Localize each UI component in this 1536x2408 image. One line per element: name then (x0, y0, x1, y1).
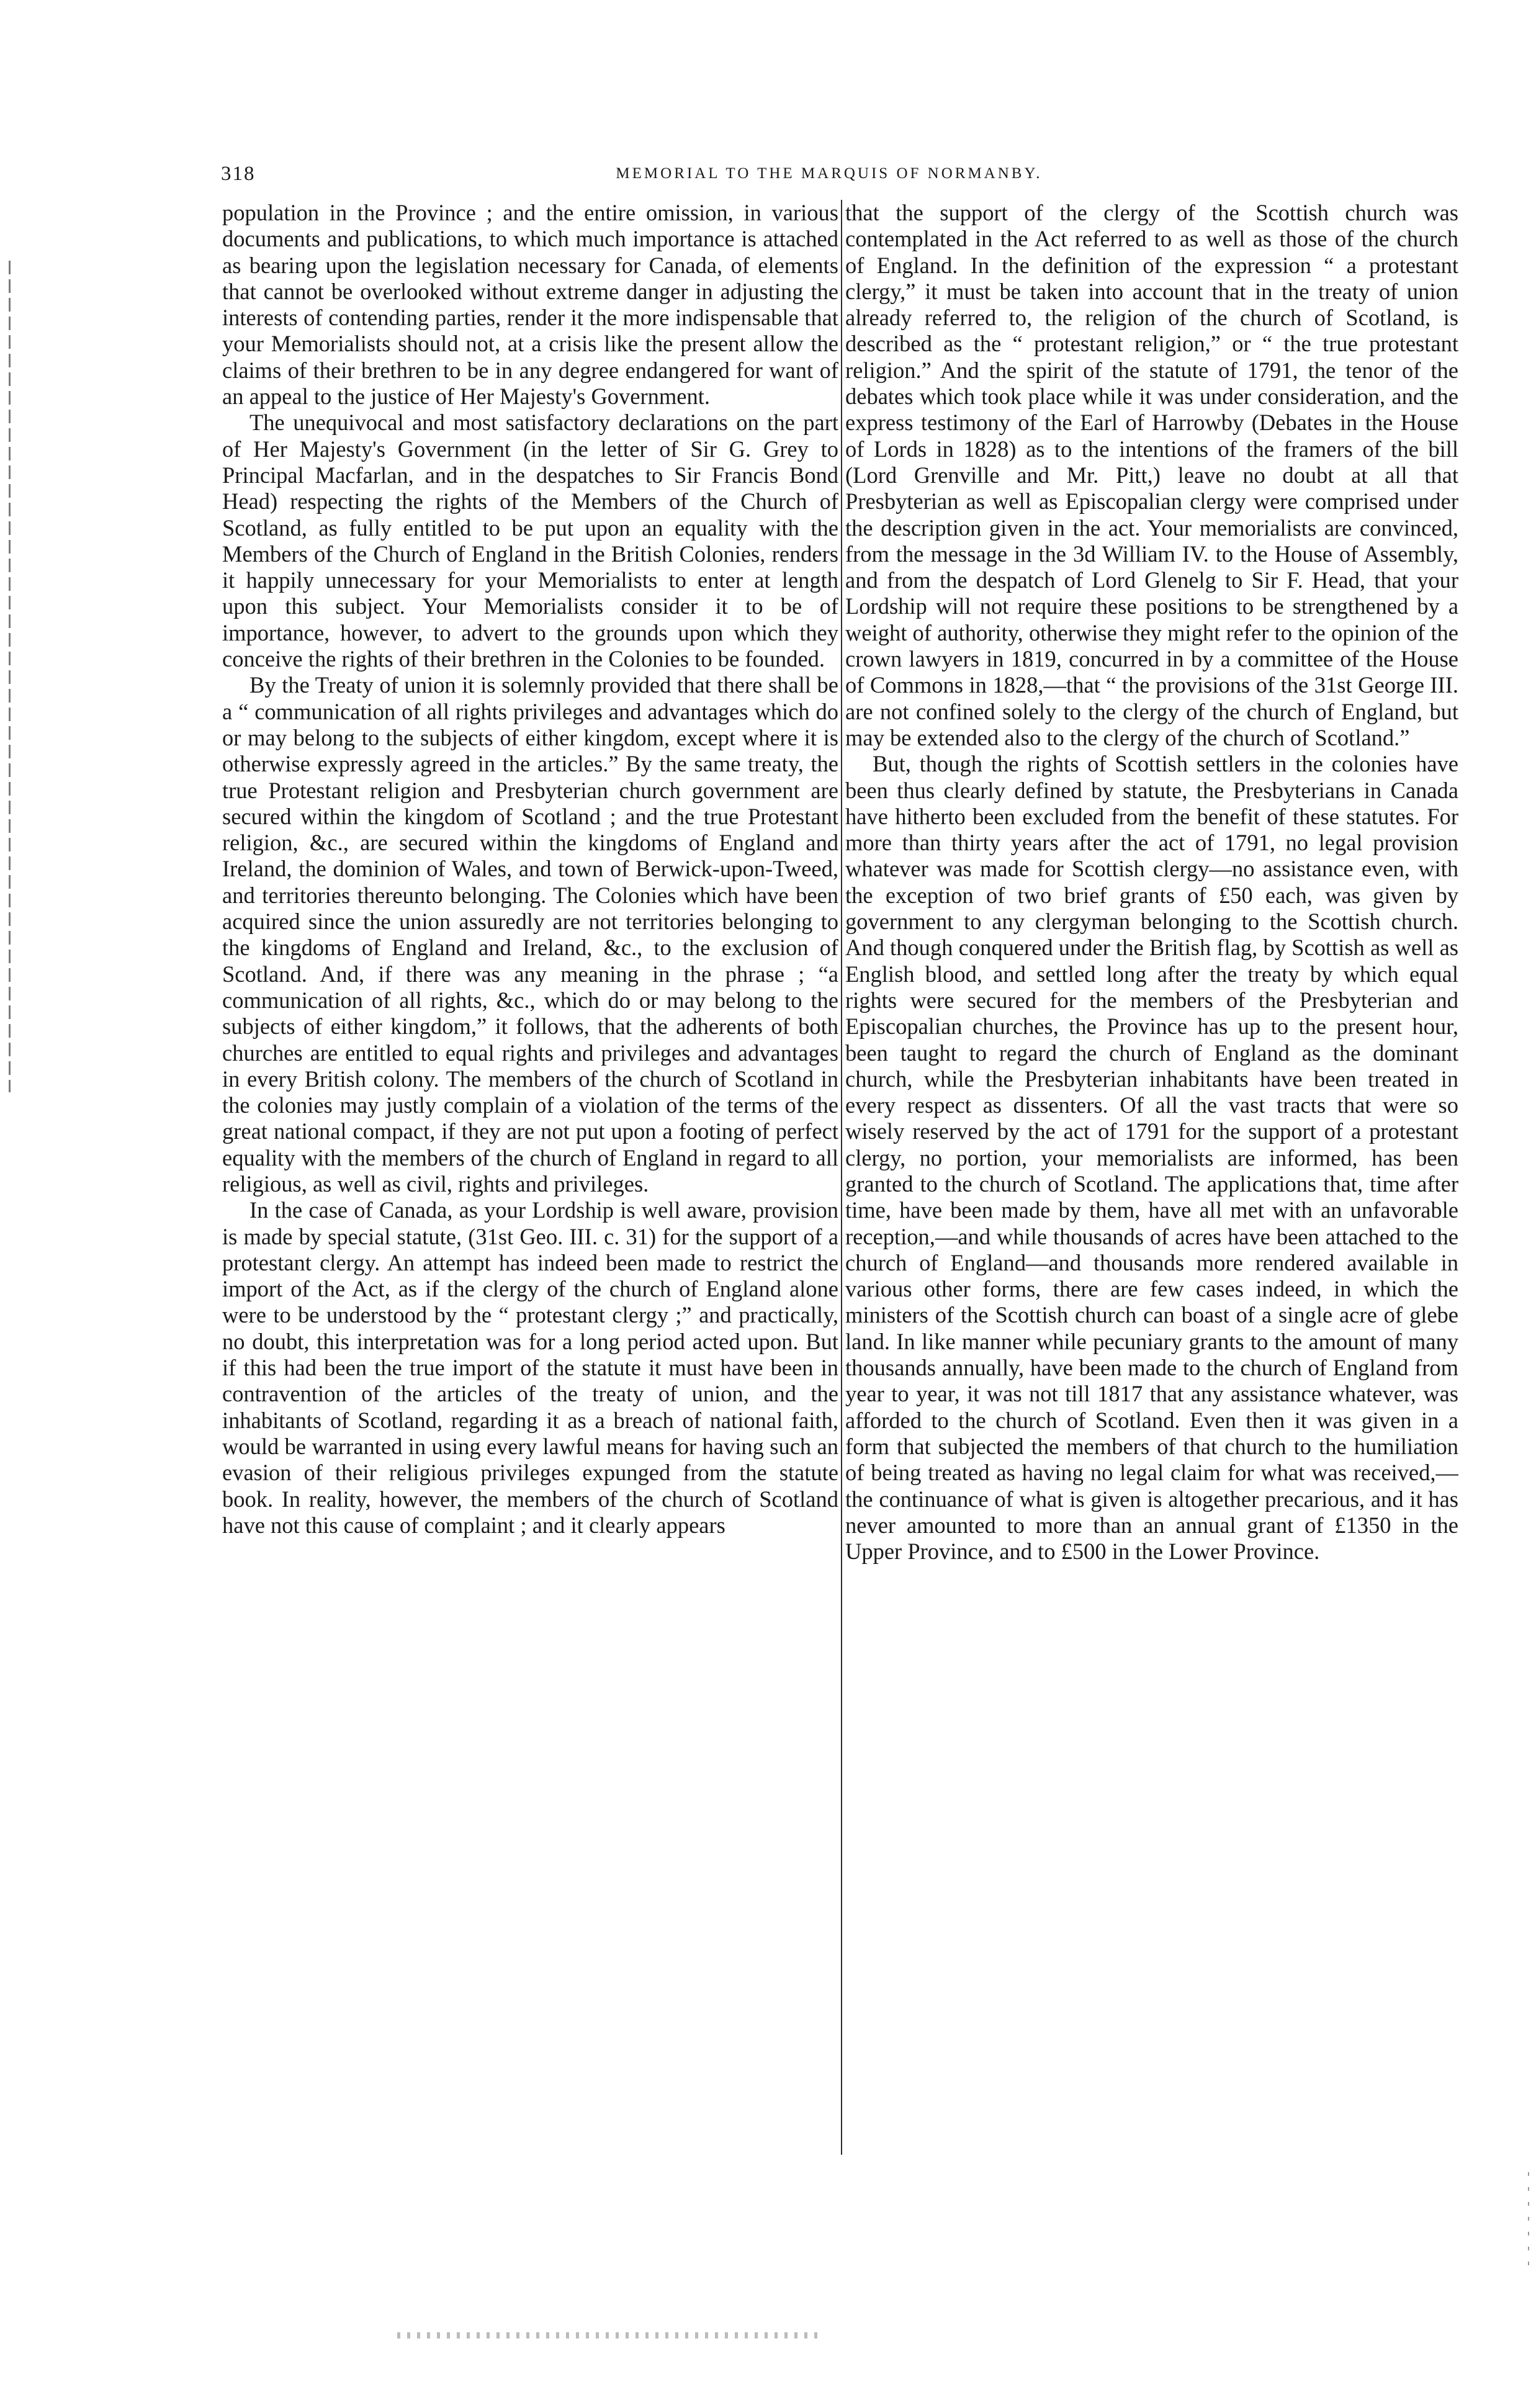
left-paragraph-2: The unequivocal and most satisfactory declarations on the part of Her Majesty's Government (in the letter of Sir G. Grey to Principal Macfarlan, and in the despatches to Sir Francis Bond Head) respecting the rights of the Members of the Church of Scotland, as fully entitled to be put upon an equality with the Members of the Church of England in the British Colonies, renders it happily unnecessary for your Memorialists to enter at length upon this subject. Your Memorialists consider it to be of importance, however, to advert to the grounds upon which they conceive the rights of their brethren in the Colonies to be founded. (222, 410, 838, 672)
right-column (845, 200, 1458, 2173)
column-divider (841, 200, 842, 2155)
left-paragraph-4: In the case of Canada, as your Lordship is well aware, provision is made by special statute, (31st Geo. III. c. 31) for the support of a protestant clergy. An attempt has indeed been made to restrict the import of the Act, as if the clergy of the church of England alone were to be understood by the “ protestant clergy ;” and practically, no doubt, this interpretation was for a long period acted upon. But if this had been the true import of the statute it must have been in contravention of the articles of the treaty of union, and the inhabitants of Scotland, regarding it as a breach of national faith, would be warranted in using every lawful means for having such an evasion of their religious privileges expunged from the statute book. In reality, however, the members of the church of Scotland have not this cause of complaint ; and it clearly appears (222, 1197, 838, 1538)
left-margin-binding-mark (9, 261, 11, 1092)
left-paragraph-3: By the Treaty of union it is solemnly provided that there shall be a “ communication of all rights privileges and advantages which do or may belong to the subjects of either kingdom, except where it is otherwise expressly agreed in the articles.” By the same treaty, the true Protestant religion and Presbyterian church government are secured within the kingdom of Scotland ; and the true Protestant religion, &c., are secured within the kingdoms of England and Ireland, the dominion of Wales, and town of Berwick-upon-Tweed, and territories thereunto belonging. The Colonies which have been acquired since the union assuredly are not territories belonging to the kingdoms of England and Ireland, &c., to the exclusion of Scotland. And, if there was any meaning in the phrase ; “a communication of all rights, &c., which do or may belong to the subjects of either kingdom,” it follows, that the adherents of both churches are entitled to equal rights and privileges and advantages in every British colony. The members of the church of Scotland in the colonies may justly complain of a violation of the terms of the great national compact, if they are not put upon a footing of perfect equality with the members of the church of England in regard to all religious, as well as civil, rights and privileges. (222, 672, 838, 1197)
bottom-scan-specks (397, 2332, 819, 2338)
left-paragraph-1: population in the Province ; and the entire omission, in various documents and publications, to which much importance is attached as bearing upon the legislation necessary for Canada, of elements that cannot be overlooked without extreme danger in adjusting the interests of contending parties, render it the more indispensable that your Memorialists should not, at a crisis like the present allow the claims of their brethren to be in any degree endangered for want of an appeal to the justice of Her Majesty's Government. (222, 200, 838, 410)
running-title: MEMORIAL TO THE MARQUIS OF NORMANBY. (616, 165, 1043, 182)
left-column (222, 200, 838, 2173)
page-number: 318 (221, 163, 256, 185)
right-margin-specks (1528, 2172, 1529, 2271)
page-header (221, 163, 1437, 187)
right-paragraph-2: But, though the rights of Scottish settlers in the colonies have been thus clearly defined by statute, the Presbyterians in Canada have hitherto been excluded from the benefit of these statutes. For more than thirty years after the act of 1791, no legal provision whatever was made for Scottish clergy—no assistance even, with the exception of two brief grants of £50 each, was given by government to any clergyman belonging to the Scottish church. And though conquered under the British flag, by Scottish as well as English blood, and settled long after the treaty by which equal rights were secured for the members of the Presbyterian and Episcopalian churches, the Province has up to the present hour, been taught to regard the church of England as the dominant church, while the Presbyterian inhabitants have been treated in every respect as dissenters. Of all the vast tracts that were so wisely reserved by the act of 1791 for the support of a protestant clergy, no portion, your memorialists are informed, has been granted to the church of Scotland. The applications that, time after time, have been made by them, have all met with an unfavorable reception,—and while thousands of acres have been attached to the church of England—and thousands more rendered available in various other forms, there are few cases indeed, in which the ministers of the Scottish church can boast of a single acre of glebe land. In like manner while pecuniary grants to the amount of many thousands annually, have been made to the church of England from year to year, it was not till 1817 that any assistance whatever, was afforded to the church of Scotland. Even then it was given in a form that subjected the members of that church to the humiliation of being treated as having no legal claim for what was received,—the continuance of what is given is altogether precarious, and it has never amounted to more than an annual grant of £1350 in the Upper Province, and to £500 in the Lower Province. (845, 751, 1458, 1565)
right-paragraph-1: that the support of the clergy of the Scottish church was contemplated in the Act referred to as well as those of the church of England. In the definition of the expression “ a protestant clergy,” it must be taken into account that in the treaty of union already referred to, the religion of the church of Scotland, is described as the “ protestant religion,” or “ the true protestant religion.” And the spirit of the statute of 1791, the tenor of the debates which took place while it was under consideration, and the express testimony of the Earl of Harrowby (Debates in the House of Lords in 1828) as to the intentions of the framers of the bill (Lord Grenville and Mr. Pitt,) leave no doubt at all that Presbyterian as well as Episcopalian clergy were comprised under the description given in the act. Your memorialists are convinced, from the message in the 3d William IV. to the House of Assembly, and from the despatch of Lord Glenelg to Sir F. Head, that your Lordship will not require these positions to be strengthened by a weight of authority, otherwise they might refer to the opinion of the crown lawyers in 1819, concurred in by a committee of the House of Commons in 1828,—that “ the provisions of the 31st George III. are not confined solely to the clergy of the church of England, but may be extended also to the clergy of the church of Scotland.” (845, 200, 1458, 750)
